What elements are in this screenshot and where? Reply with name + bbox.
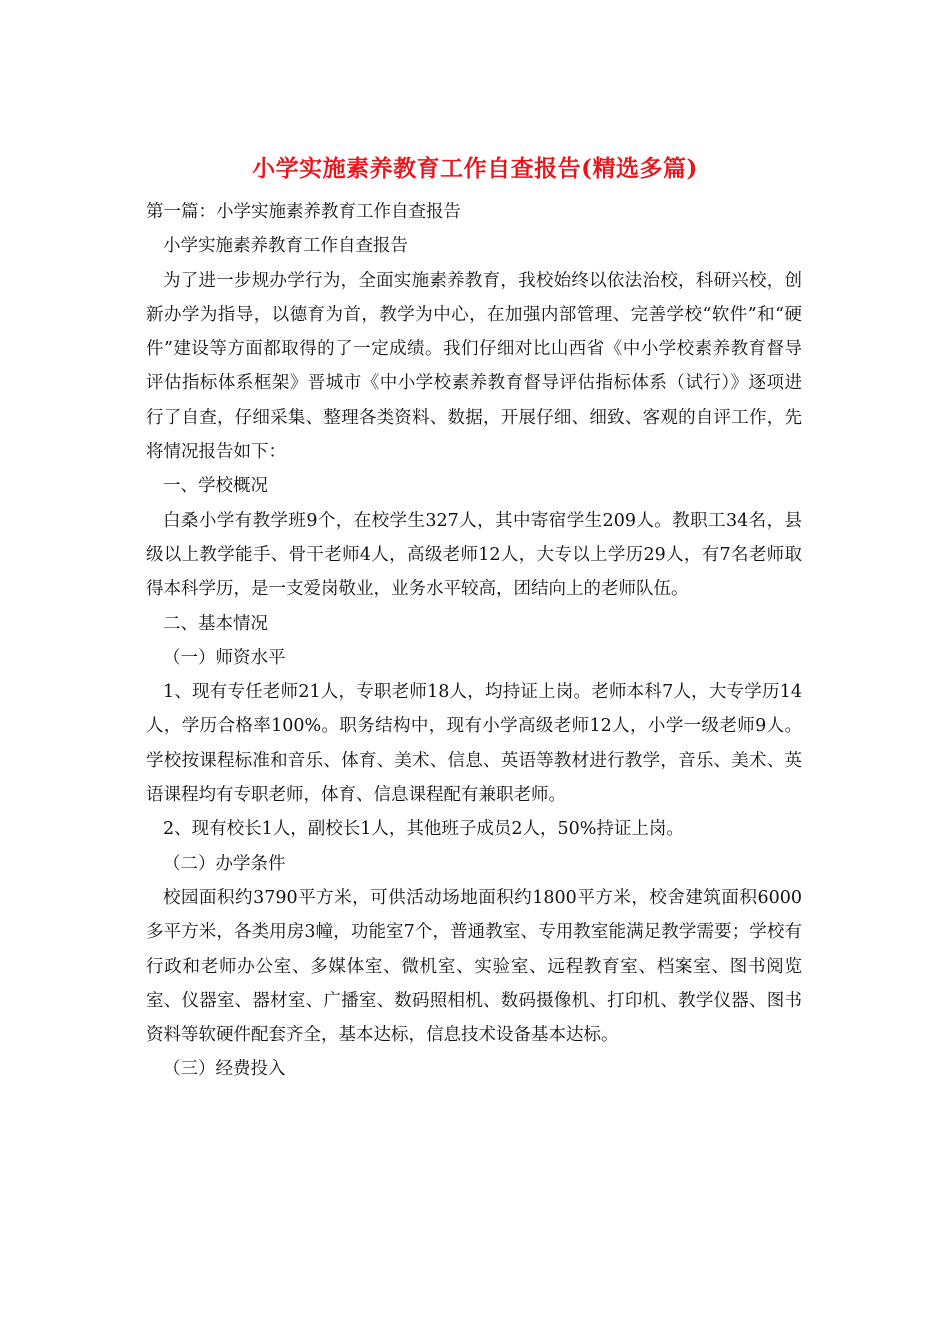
section-heading-basic-situation: 二、基本情况 <box>163 613 268 634</box>
subsection-heading-funding: （三）经费投入 <box>163 1059 286 1080</box>
subsection-heading-conditions: （二）办学条件 <box>163 853 286 874</box>
paragraph-teachers-2: 2、现有校长1人，副校长1人，其他班子成员2人，50%持证上岗。 <box>163 819 684 840</box>
document-body <box>146 195 802 1087</box>
paragraph-teachers-1: 1、现有专任老师21人，专职老师18人，均持证上岗。老师本科7人，大专学历14人，学历合格率100%。职务结构中，现有小学高级老师12人，小学一级老师9人。学校按课程标准和音乐、体育、美术、信息、英语等教材进行教学，音乐、美术、英语课程均有专职老师，体育、信息课程配有兼职老师。 <box>146 682 802 806</box>
paragraph-chapter-heading: 第一篇：小学实施素养教育工作自查报告 <box>146 202 461 222</box>
section-heading-school-overview: 一、学校概况 <box>163 476 268 497</box>
document-title: 小学实施素养教育工作自查报告(精选多篇) <box>252 155 698 182</box>
paragraph-school-overview: 白桑小学有教学班9个，在校学生327人，其中寄宿学生209人。教职工34名，县级以上教学能手、骨干老师4人，高级老师12人，大专以上学历29人，有7名老师取得本科学历，是一支爱岗敬业，业务水平较高，团结向上的老师队伍。 <box>146 510 802 600</box>
paragraph-conditions: 校园面积约3790平方米，可供活动场地面积约1800平方米，校舍建筑面积6000多平方米，各类用房3幢，功能室7个，普通教室、专用教室能满足教学需要；学校有行政和老师办公室、多媒体室、微机室、实验室、远程教育室、档案室、图书阅览室、仪器室、器材室、广播室、数码照相机、数码摄像机、打印机、教学仪器、图书资料等软硬件配套齐全，基本达标，信息技术设备基本达标。 <box>146 887 802 1046</box>
paragraph-report-title: 小学实施素养教育工作自查报告 <box>163 236 408 257</box>
paragraph-intro: 为了进一步规办学行为，全面实施素养教育，我校始终以依法治校，科研兴校，创新办学为指导，以德育为首，教学为中心，在加强内部管理、完善学校“软件”和“硬件”建设等方面都取得的了一定成绩。我们仔细对比山西省《中小学校素养教育督导评估指标体系框架》晋城市《中小学校素养教育督导评估指标体系（试行）》逐项进行了自查，仔细采集、整理各类资料、数据，开展仔细、细致、客观的自评工作，先将情况报告如下： <box>146 270 802 463</box>
subsection-heading-teachers: （一）师资水平 <box>163 647 286 668</box>
